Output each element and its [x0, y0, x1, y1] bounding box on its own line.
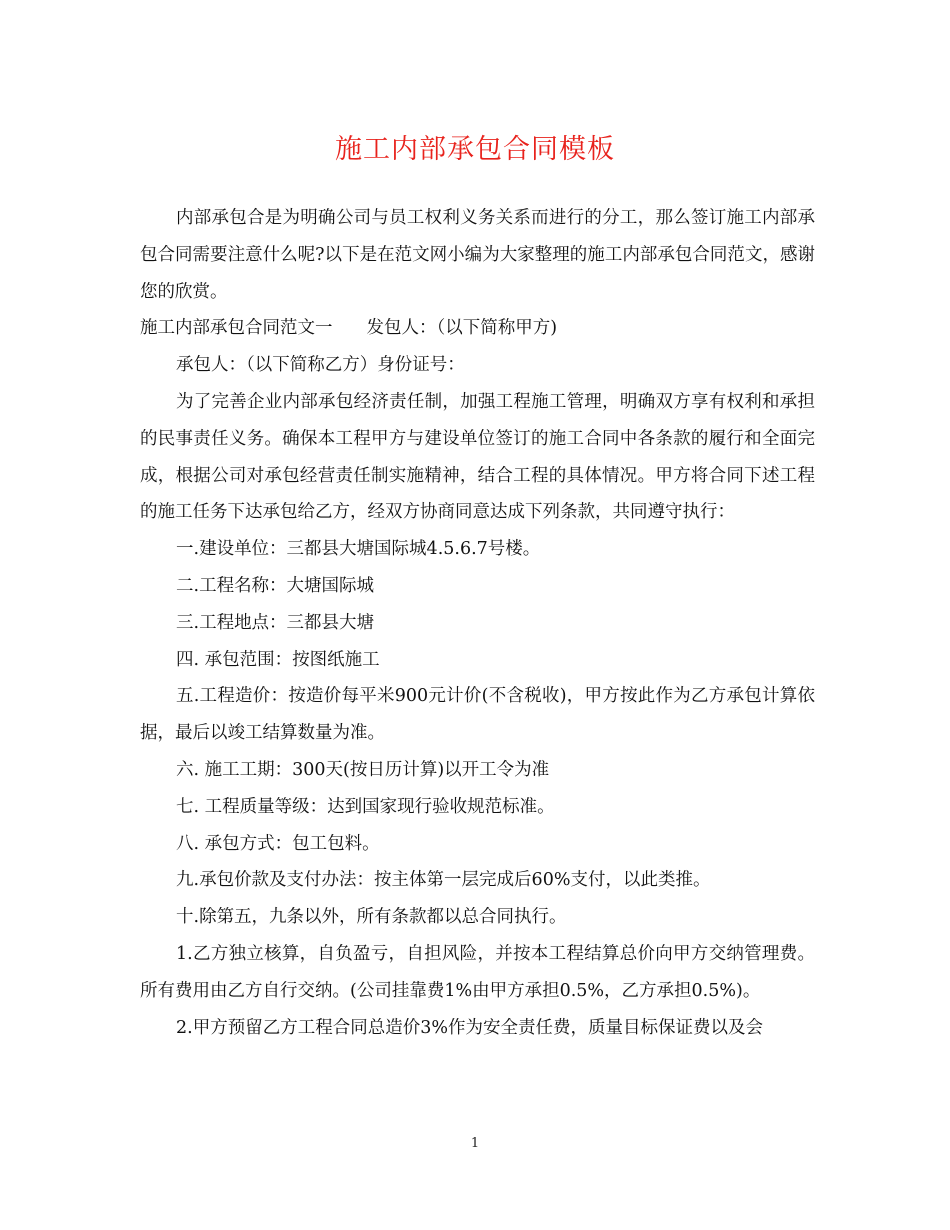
clause-item: 一.建设单位：三都县大塘国际城4.5.6.7号楼。: [176, 539, 541, 560]
clause-item: 十.除第五，九条以外，所有条款都以总合同执行。: [176, 907, 567, 928]
page-number: 1: [470, 1136, 480, 1151]
section-heading-line: [140, 310, 815, 347]
section-heading: 施工内部承包合同范文一: [140, 318, 333, 339]
contractor-line: 承包人：（以下简称乙方）身份证号：: [176, 355, 465, 376]
clause-item: 四. 承包范围：按图纸施工: [176, 649, 380, 670]
purpose-paragraph: 为了完善企业内部承包经济责任制，加强工程施工管理，明确双方享有权利和承担的民事责任义务。确保本工程甲方与建设单位签订的施工合同中各条款的履行和全面完成，根据公司对承包经营责任制实施精神，结合工程的具体情况。甲方将合同下述工程的施工任务下达承包给乙方，经双方协商同意达成下列条款，共同遵守执行：: [140, 391, 815, 523]
clause-item: 八. 承包方式：包工包料。: [176, 833, 380, 854]
clause-item: 二.工程名称：大塘国际城: [176, 575, 375, 596]
document-title: 施工内部承包合同模板: [335, 134, 615, 165]
clause-item: 七. 工程质量等级：达到国家现行验收规范标准。: [176, 796, 555, 817]
clause-item: 五.工程造价：按造价每平米900元计价(不含税收)，甲方按此作为乙方承包计算依据，最后以竣工结算数量为准。: [140, 686, 815, 744]
clause-item: 六. 施工工期：300天(按日历计算)以开工令为准: [176, 759, 550, 780]
issuer-label: 发包人：（以下简称甲方): [366, 318, 558, 339]
document-body: [140, 200, 815, 1046]
clause-item: 2.甲方预留乙方工程合同总造价3%作为安全责任费，质量目标保证费以及会: [176, 1017, 763, 1038]
clause-item: 三.工程地点：三都县大塘: [176, 612, 375, 633]
intro-paragraph: 内部承包合是为明确公司与员工权利义务关系而进行的分工，那么签订施工内部承包合同需要注意什么呢?以下是在范文网小编为大家整理的施工内部承包合同范文，感谢您的欣赏。: [140, 208, 815, 302]
clause-item: 1.乙方独立核算，自负盈亏，自担风险，并按本工程结算总价向甲方交纳管理费。所有费用由乙方自行交纳。(公司挂靠费1%由甲方承担0.5%，乙方承担0.5%)。: [140, 943, 815, 1001]
clause-item: 九.承包价款及支付办法：按主体第一层完成后60%支付，以此类推。: [176, 870, 711, 891]
